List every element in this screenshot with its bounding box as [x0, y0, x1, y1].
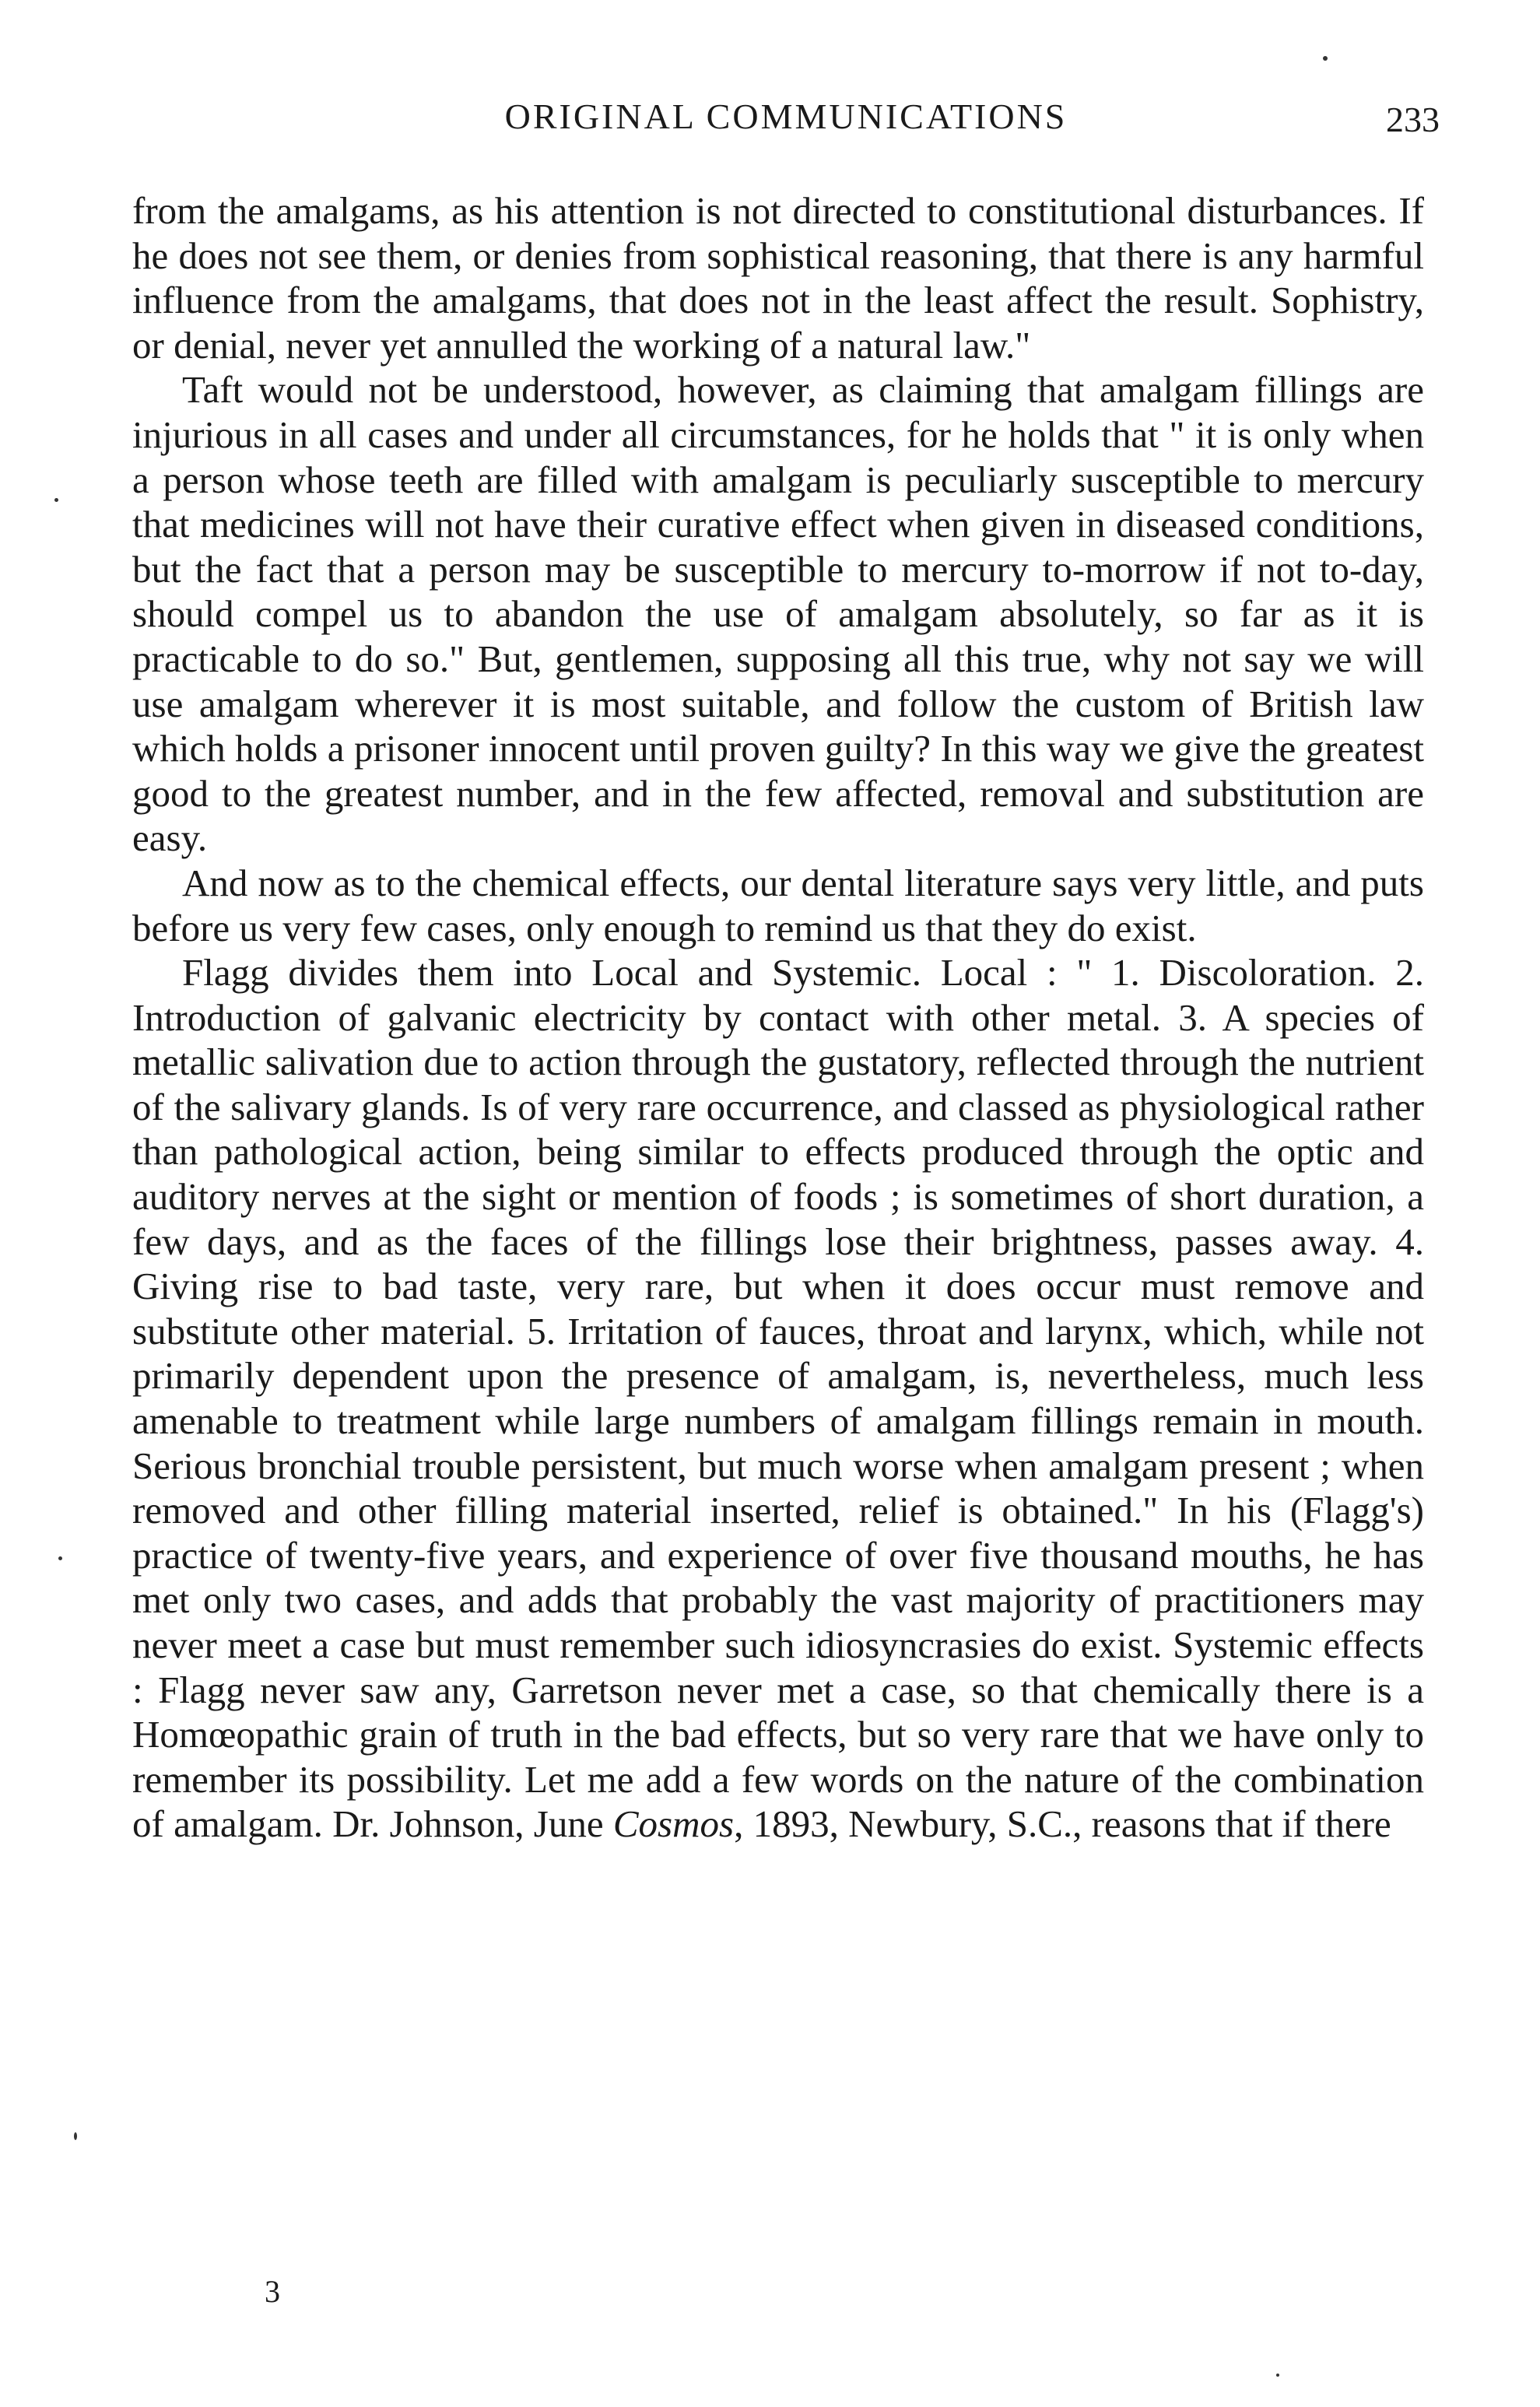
scan-speck: [54, 498, 58, 502]
paragraph-taft: [132, 367, 1424, 861]
running-head: [132, 93, 1440, 148]
paragraph-chemical-effects: [132, 861, 1424, 950]
paragraph-flagg: [132, 950, 1424, 1847]
paragraph-text: from the amalgams, as his attention is not directed to constitutional disturbances. If he does not see them, or denies from sophistical reasoning, that there is any harmful influence from the amalgams, that does not in the least affect the result. Sophistry, or denial, never yet annulled the working of a natural law.": [132, 189, 1424, 367]
running-title: ORIGINAL COMMUNICATIONS: [504, 96, 1068, 136]
paragraph-text: Taft would not be understood, however, as claiming that amalgam fillings are injurious in all cases and under all circumstances, for he holds that " it is only when a person whose teeth are filled with amalgam is peculiarly susceptible to mercury that medicines will not have their curative effect when given in diseased conditions, but the fact that a person may be susceptible to mercury to-morrow if not to-day, should compel us to abandon the use of amalgam absolutely, so far as it is practicable to do so." But, gentlemen, supposing all this true, why not say we will use amalgam wherever it is most suitable, and follow the custom of British law which holds a prisoner innocent until proven guilty? In this way we give the greatest good to the greatest number, and in the few affected, removal and substitution are easy.: [132, 368, 1424, 860]
signature-mark: 3: [265, 2274, 280, 2309]
page-number: 233: [1386, 100, 1440, 139]
scan-speck: [1276, 2374, 1279, 2377]
scan-speck: [58, 1556, 62, 1560]
scan-speck: [1323, 56, 1328, 61]
paragraph-text: Flagg divides them into Local and Systemic. Local : " 1. Discoloration. 2. Introduction of galvanic electricity by contact with other metal. 3. A species of metallic salivation due to action through the gustatory, reflected through the nutrient of the salivary glands. Is of very rare occurrence, and classed as physiological rather than pathological action, being similar to effects produced through the optic and auditory nerves at the sight or mention of foods ; is sometimes of short duration, a few days, and as the faces of the fillings lose their brightness, passes away. 4. Giving rise to bad taste, very rare, but when it does occur must remove and substitute other material. 5. Irritation of fauces, throat and larynx, which, while not primarily dependent upon the presence of amalgam, is, nevertheless, much less amenable to treatment while large numbers of amalgam fillings remain in mouth. Serious bronchial trouble persistent, but much worse when amalgam present ; when removed and other filling material inserted, relief is obtained." In his (Flagg's) practice of twenty-five years, and experience of over five thousand mouths, he has met only two cases, and adds that probably the vast majority of practitioners may never meet a case but must remember such idiosyncrasies do exist. Systemic effects : Flagg never saw any, Garretson never met a case, so that chemically there is a Homœopathic grain of truth in the bad effects, but so very rare that we have only to remember its possibility. Let me add a few words on the nature of the combination of amalgam. Dr. Johnson, June: [132, 951, 1424, 1846]
paragraph-text: , 1893, Newbury, S.C., reasons that if there: [734, 1802, 1391, 1846]
paragraph-continuation: [132, 188, 1424, 367]
journal-title: Cosmos: [612, 1802, 735, 1846]
body-text: [132, 188, 1424, 1847]
paragraph-text: And now as to the chemical effects, our dental literature says very little, and puts before us very few cases, only enough to remind us that they do exist.: [132, 861, 1424, 949]
scan-speck: [74, 2132, 77, 2140]
